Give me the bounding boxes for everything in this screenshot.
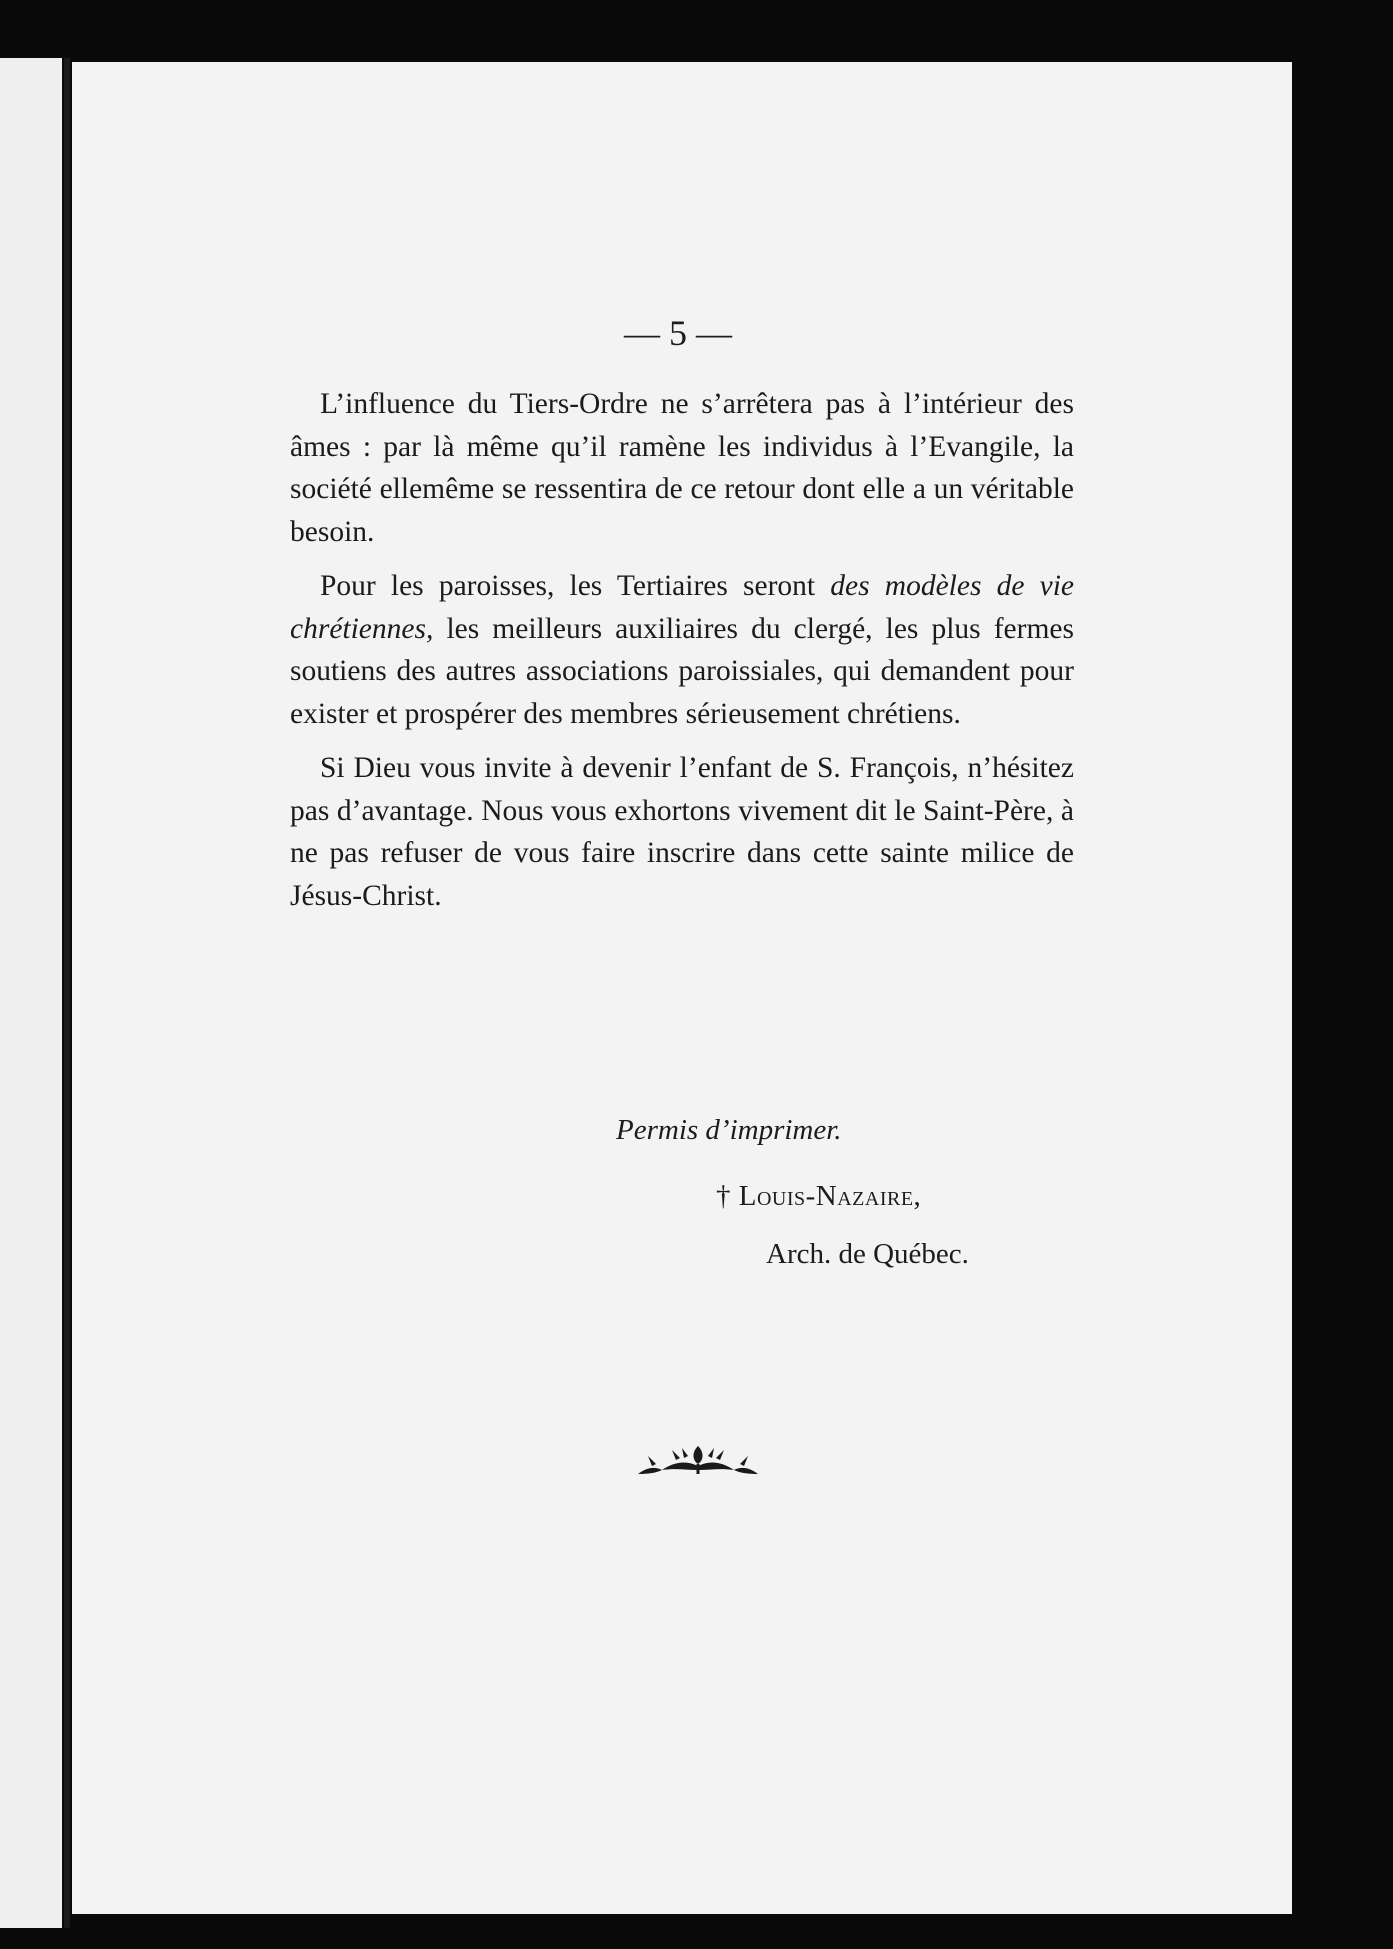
imprimatur-line: Permis d’imprimer. xyxy=(616,1114,842,1146)
paragraph-2-italic: des modèles de vie chrétiennes, xyxy=(290,570,1075,645)
signature-name: † Louis-Nazaire, xyxy=(716,1180,922,1212)
paragraph-2 xyxy=(290,565,1074,735)
paragraph-2-after: les meilleurs auxiliaires du clergé, les plus fermes soutiens des autres associations paroissiales, qui demandent pour exister et prospérer des membres sérieusement chrétiens. xyxy=(290,612,1074,730)
page-fold xyxy=(64,58,70,1928)
paragraph-3: Si Dieu vous invite à devenir l’enfant de S. François, n’hésitez pas d’avantage. Nous vous exhortons vivement dit le Saint-Père, à ne pas refuser de vous faire inscrire dans cette sainte milice de Jésus-Christ. xyxy=(290,752,1074,912)
body-text xyxy=(290,383,1074,929)
paragraph-2-before: Pour les paroisses, les Tertiaires seront xyxy=(320,570,831,602)
previous-page-edge xyxy=(0,58,62,1928)
signature-title: Arch. de Québec. xyxy=(766,1238,969,1270)
page-number: — 5 — xyxy=(624,313,732,353)
floral-ornament-icon xyxy=(632,1442,764,1478)
paragraph-1: L’influence du Tiers-Ordre ne s’arrêtera pas à l’intérieur des âmes : par là même qu’il ramène les individus à l’Evangile, la société ellemême se ressentira de ce retour dont elle a un véritable besoin. xyxy=(290,388,1074,548)
